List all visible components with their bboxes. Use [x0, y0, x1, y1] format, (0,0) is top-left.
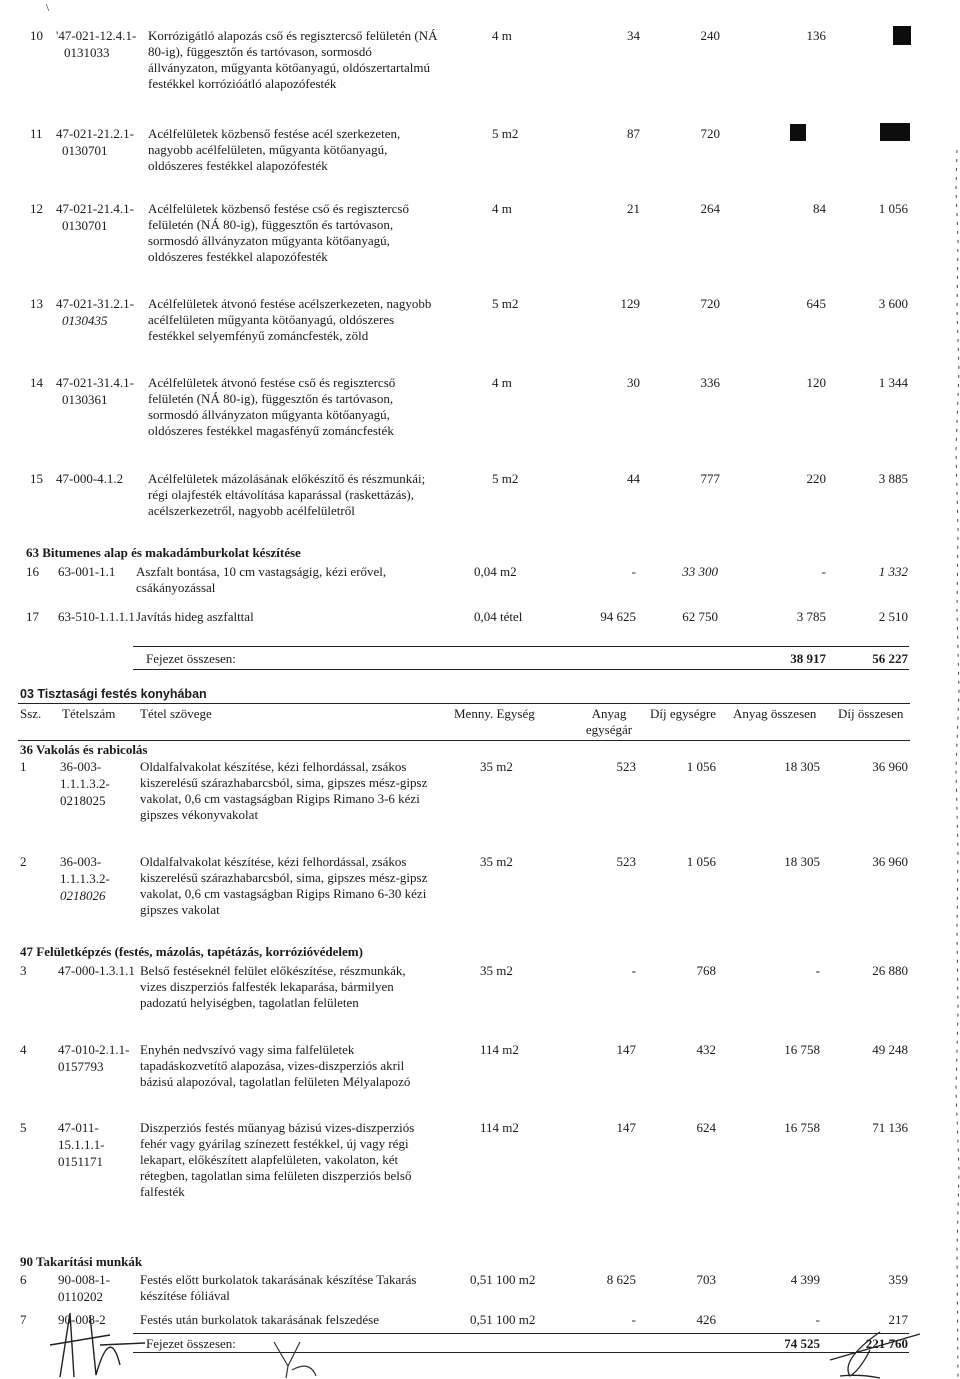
divider: [133, 1333, 909, 1334]
fee-unit-price: 426: [696, 1312, 716, 1327]
fee-unit-price: 777: [700, 471, 720, 486]
item-quantity: 35 m2: [480, 759, 513, 774]
fee-total: 1 344: [878, 375, 908, 390]
item-code-line2: 1.1.1.3.2-: [60, 871, 110, 886]
item-code-suffix: 0130435: [62, 313, 108, 328]
material-unit-price: 94 625: [600, 609, 636, 624]
redaction-block: [790, 124, 806, 141]
item-quantity: 5 m2: [492, 126, 519, 141]
fee-total: 1 332: [878, 564, 908, 579]
section-heading: 90 Takarítási munkák: [20, 1254, 143, 1269]
material-unit-price: 129: [620, 296, 640, 311]
item-description: Acélfelületek átvonó festése acélszerkezeten, nagyobb acélfelületen műgyanta kötőanyagú, oldószeres festékkel selyemfényű zománcfesték, zöld: [148, 296, 432, 343]
material-unit-price: 8 625: [606, 1272, 636, 1287]
redaction-block: [880, 123, 910, 141]
fee-unit-price: 62 750: [682, 609, 718, 624]
chapter-total-material: 74 525: [784, 1336, 820, 1351]
material-total: 4 399: [790, 1272, 820, 1287]
divider: [133, 1352, 909, 1353]
item-quantity: 35 m2: [480, 963, 513, 978]
handwritten-initials-middle: [270, 1340, 320, 1379]
item-code-line2: 15.1.1.1-: [58, 1137, 105, 1152]
section-heading: 63 Bitumenes alap és makadámburkolat készítése: [26, 545, 301, 560]
item-code-suffix: 0130701: [62, 218, 108, 233]
row-number: 7: [20, 1312, 27, 1327]
item-code-line2: 0110202: [58, 1289, 104, 1304]
row-number: 4: [20, 1042, 27, 1057]
item-description: Oldalfalvakolat készítése, kézi felhordással, zsákos kiszerelésű szárazhabarcsból, sima, gipszes mész-gipsz vakolat, 0,6 cm vastagságban Rigips Rimano 3-6 kézi gipszes vékonyvakolat: [140, 759, 428, 822]
item-quantity: 35 m2: [480, 854, 513, 869]
item-code: 36-003-: [60, 854, 102, 869]
row-number: 1: [20, 759, 27, 774]
header-item-code: Tételszám: [62, 706, 116, 721]
material-total: 18 305: [784, 759, 820, 774]
row-number: 2: [20, 854, 27, 869]
item-description: Javítás hideg aszfalttal: [136, 609, 254, 624]
item-quantity: 114 m2: [480, 1120, 519, 1135]
header-quantity-unit: Menny. Egység: [454, 706, 535, 721]
item-code: 47-010-2.1.1-: [58, 1042, 130, 1057]
material-total: 645: [806, 296, 826, 311]
header-fee-total: Díj összesen: [838, 706, 904, 721]
item-description: Acélfelületek közbenső festése cső és regisztercső felületén (NÁ 80-ig), függesztőn és tartóvason, sormosdó állványzaton műgyanta kötőanyagú, oldószeres festékkel alapozófesték: [148, 201, 409, 264]
divider: [18, 703, 910, 704]
fee-unit-price: 240: [700, 28, 720, 43]
handwritten-signature-right: [820, 1330, 930, 1379]
material-total: 16 758: [784, 1120, 820, 1135]
row-number: 10: [30, 28, 43, 43]
material-total: -: [821, 564, 826, 579]
header-fee-unit-price: Díj egységre: [650, 706, 717, 721]
item-description: Acélfelületek átvonó festése cső és regisztercső felületén (NÁ 80-ig), függesztőn és tartóvason, sormosdó állványzaton műgyanta kötőanyagú, oldószeres festékkel magasfényű zománcfesték: [148, 375, 396, 438]
fee-unit-price: 264: [700, 201, 720, 216]
item-quantity: 5 m2: [492, 471, 519, 486]
item-code: 47-021-21.2.1-: [56, 126, 134, 141]
fee-unit-price: 432: [696, 1042, 716, 1057]
item-description: Festés után burkolatok takarásának felszedése: [140, 1312, 379, 1327]
item-quantity: 4 m: [492, 375, 512, 390]
item-code: 90-008-2: [58, 1312, 106, 1327]
fee-unit-price: 768: [696, 963, 716, 978]
material-unit-price: 147: [616, 1120, 636, 1135]
divider: [133, 646, 909, 647]
header-item-text: Tétel szövege: [140, 706, 212, 721]
row-number: 14: [30, 375, 43, 390]
item-code: 47-011-: [58, 1120, 99, 1135]
chapter-total-label: Fejezet összesen:: [146, 651, 236, 666]
material-unit-price: 523: [616, 854, 636, 869]
item-description: Diszperziós festés műanyag bázisú vizes-diszperziós fehér vagy gyárilag színezett festékkel, új vagy régi lekapart, előkészített alapfelületen, vakolaton, két rétegben, tagolatlan sima felületen diszperziós belső falfesték: [140, 1120, 415, 1199]
material-unit-price: 147: [616, 1042, 636, 1057]
chapter-total-label: Fejezet összesen:: [146, 1336, 236, 1351]
item-description: Festés előtt burkolatok takarásának készítése Takarás készítése fóliával: [140, 1272, 417, 1303]
item-code-suffix: 0130361: [62, 392, 108, 407]
divider: [18, 740, 910, 741]
fee-total: 36 960: [872, 759, 908, 774]
handwritten-signature-left: [40, 1305, 150, 1379]
item-code-line3: 0218025: [60, 793, 106, 808]
fee-total: 3 885: [878, 471, 908, 486]
item-description: Aszfalt bontása, 10 cm vastagságig, kézi erővel, csákányozással: [136, 564, 387, 595]
material-total: 120: [806, 375, 826, 390]
item-code-line3: 0151171: [58, 1154, 104, 1169]
fee-total: 36 960: [872, 854, 908, 869]
item-code: 47-000-4.1.2: [56, 471, 124, 486]
item-code: '47-021-12.4.1-: [56, 28, 137, 43]
item-code-line2: 1.1.1.3.2-: [60, 776, 110, 791]
divider: [133, 669, 909, 670]
fee-total: 359: [888, 1272, 908, 1287]
item-quantity: 0,51 100 m2: [470, 1272, 536, 1287]
item-description: Enyhén nedvszívó vagy sima falfelületek tapadáskozvetítő alapozása, vizes-diszperziós akril bázisú alapozóval, tagolatlan felületen Mélyalapozó: [140, 1042, 411, 1089]
fee-unit-price: 624: [696, 1120, 716, 1135]
fee-total: 49 248: [872, 1042, 908, 1057]
row-number: 13: [30, 296, 43, 311]
item-code: 47-021-21.4.1-: [56, 201, 134, 216]
fee-unit-price: 1 056: [686, 759, 716, 774]
row-number: 11: [30, 126, 43, 141]
material-unit-price: 21: [627, 201, 640, 216]
material-unit-price: -: [631, 1312, 636, 1327]
material-unit-price: 87: [627, 126, 640, 141]
fee-total: 2 510: [878, 609, 908, 624]
item-quantity: 0,51 100 m2: [470, 1312, 536, 1327]
item-quantity: 114 m2: [480, 1042, 519, 1057]
item-description: Acélfelületek mázolásának előkészítő és részmunkái; régi olajfesték eltávolítása kaparással (raskettázás), acélszerkezetről, nagyobb acélfelületről: [148, 471, 426, 518]
fee-total: 71 136: [872, 1120, 908, 1135]
chapter-total-fee: 56 227: [872, 651, 908, 666]
fee-unit-price: 703: [696, 1272, 716, 1287]
item-code-line2: 0157793: [58, 1059, 104, 1074]
item-description: Korrózigátló alapozás cső és regisztercső felületén (NÁ 80-ig), függesztőn és tartóvason, sormosdó állványzaton, műgyanta kötőanyagú, oldószertartalmú festékkel korrózióátló alapozófesték: [148, 28, 438, 91]
item-quantity: 0,04 tétel: [474, 609, 523, 624]
section-heading: 36 Vakolás és rabicolás: [20, 742, 148, 757]
fee-unit-price: 720: [700, 296, 720, 311]
item-quantity: 4 m: [492, 201, 512, 216]
row-number: 3: [20, 963, 27, 978]
item-code: 47-021-31.4.1-: [56, 375, 134, 390]
material-total: 84: [813, 201, 826, 216]
material-total: 136: [806, 28, 826, 43]
item-code: 63-001-1.1: [58, 564, 116, 579]
row-number: 5: [20, 1120, 27, 1135]
material-unit-price: 34: [627, 28, 640, 43]
material-unit-price: -: [631, 963, 636, 978]
fee-total: 26 880: [872, 963, 908, 978]
item-code-line3: 0218026: [60, 888, 106, 903]
row-number: 17: [26, 609, 39, 624]
row-number: 15: [30, 471, 43, 486]
section-heading: 47 Felületképzés (festés, mázolás, tapétázás, korrózióvédelem): [20, 944, 363, 959]
item-code: 90-008-1-: [58, 1272, 110, 1287]
material-unit-price: -: [631, 564, 636, 579]
header-ssz: Ssz.: [20, 706, 42, 721]
item-quantity: 5 m2: [492, 296, 519, 311]
fee-unit-price: 33 300: [682, 564, 718, 579]
header-material-unit-price: Anyag egységár: [585, 706, 633, 737]
item-code: 47-021-31.2.1-: [56, 296, 134, 311]
item-quantity: 0,04 m2: [474, 564, 517, 579]
row-number: 12: [30, 201, 43, 216]
material-total: 3 785: [796, 609, 826, 624]
chapter-total-fee: 221 760: [865, 1336, 908, 1351]
item-code-suffix: 0131033: [64, 45, 110, 60]
row-number: 6: [20, 1272, 27, 1287]
material-total: 16 758: [784, 1042, 820, 1057]
material-total: 220: [806, 471, 826, 486]
material-unit-price: 30: [627, 375, 640, 390]
fee-unit-price: 1 056: [686, 854, 716, 869]
fee-unit-price: 336: [700, 375, 720, 390]
material-total: -: [815, 963, 820, 978]
item-code-suffix: 0130701: [62, 143, 108, 158]
header-material-total: Anyag összesen: [733, 706, 817, 721]
item-code: 36-003-: [60, 759, 102, 774]
item-description: Acélfelületek közbenső festése acél szerkezeten, nagyobb acélfelületen, műgyanta kötőanyagú, oldószeres festékkel alapozófesték: [148, 126, 401, 173]
material-total: -: [815, 1312, 820, 1327]
item-description: Oldalfalvakolat készítése, kézi felhordással, zsákos kiszerelésű szárazhabarcsból, sima, gipszes mész-gipsz vakolat, 0,6 cm vastagságban Rigips Rimano 6-30 kézi gipszes vakolat: [140, 854, 428, 917]
item-code: 63-510-1.1.1.1: [58, 609, 135, 624]
fee-total: 3 600: [878, 296, 908, 311]
material-unit-price: 44: [627, 471, 640, 486]
redaction-block: [893, 26, 911, 45]
item-quantity: 4 m: [492, 28, 512, 43]
fee-unit-price: 720: [700, 126, 720, 141]
section-title: 03 Tisztasági festés konyhában: [20, 687, 207, 701]
material-unit-price: 523: [616, 759, 636, 774]
chapter-total-material: 38 917: [790, 651, 826, 666]
item-code: 47-000-1.3.1.1: [58, 963, 135, 978]
material-total: 18 305: [784, 854, 820, 869]
fee-total: 217: [888, 1312, 908, 1327]
fee-total: 1 056: [878, 201, 908, 216]
scan-edge-noise: [954, 150, 960, 1379]
item-description: Belső festéseknél felület előkészítése, részmunkák, vizes diszperziós falfesték lekaparása, bármilyen padozatú helyiségben, tagolatlan felületen: [140, 963, 406, 1010]
stray-mark: \: [46, 2, 50, 14]
row-number: 16: [26, 564, 39, 579]
